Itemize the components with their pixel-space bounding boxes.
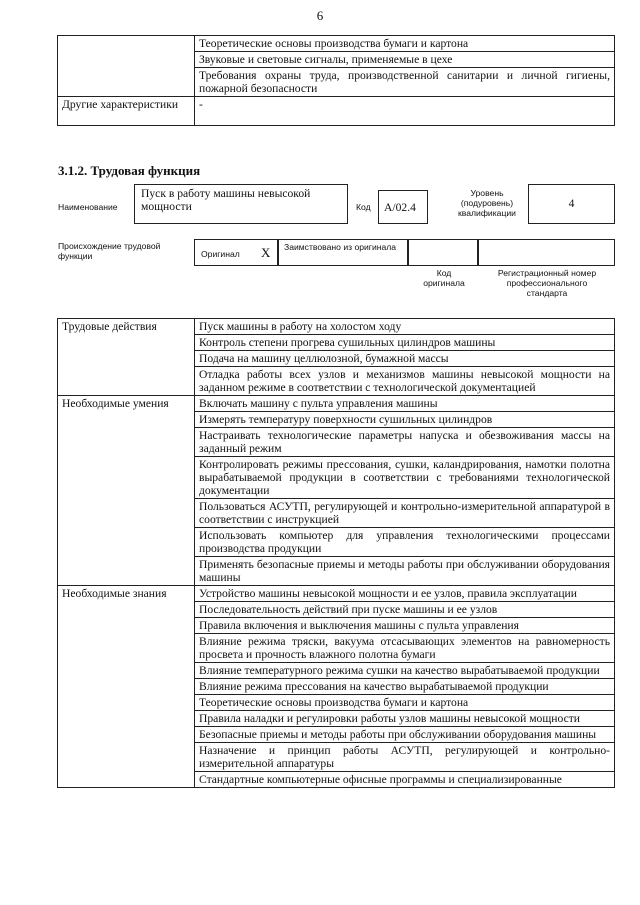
code-value: А/02.4: [384, 201, 416, 214]
page-bottom-margin: [0, 880, 640, 905]
table-row: [58, 586, 615, 602]
borrowed-box: [278, 239, 408, 266]
table-cell: Правила включения и выключения машины с пульта управления: [195, 618, 615, 634]
table-cell: Последовательность действий при пуске машины и ее узлов: [195, 602, 615, 618]
group-label: Необходимые умения: [58, 396, 195, 586]
level-label: Уровень (подуровень) квалификации: [458, 188, 516, 218]
code-value-box: [378, 190, 428, 224]
table-cell: Стандартные компьютерные офисные программы и специализированные: [195, 772, 615, 788]
reg-number-caption: Регистрационный номер профессионального стандарта: [497, 268, 597, 298]
original-mark: X: [261, 245, 271, 260]
table-cell: Требования охраны труда, производственной санитарии и личной гигиены, пожарной безопасности: [195, 68, 615, 97]
name-label: Наименование: [58, 202, 118, 212]
table-cell: Контроль степени прогрева сушильных цилиндров машины: [195, 335, 615, 351]
section-title: 3.1.2. Трудовая функция: [58, 163, 201, 178]
table-cell: Подача на машину целлюлозной, бумажной массы: [195, 351, 615, 367]
table-cell: Применять безопасные приемы и методы работы при обслуживании оборудования машины: [195, 557, 615, 586]
row-label: [58, 36, 195, 97]
table-cell: Влияние температурного режима сушки на качество вырабатываемой продукции: [195, 663, 615, 679]
table-cell: Теоретические основы производства бумаги и картона: [195, 36, 615, 52]
table-cell: Звуковые и световые сигналы, применяемые в цехе: [195, 52, 615, 68]
origin-label: Происхождение трудовой функции: [58, 241, 161, 261]
name-value: Пуск в работу машины невысокой мощности: [141, 187, 311, 213]
table-row: [58, 396, 615, 412]
table-cell: Настраивать технологические параметры напуска и обезвоживания массы на заданный режим: [195, 428, 615, 457]
group-label: Необходимые знания: [58, 586, 195, 788]
top-continuation-table: [57, 35, 615, 126]
code-original-caption: Код оригинала: [423, 268, 465, 288]
code-original-box: [408, 239, 478, 266]
table-cell: Безопасные приемы и методы работы при обслуживании оборудования машины: [195, 727, 615, 743]
table-row: [58, 319, 615, 335]
table-cell: Правила наладки и регулировки работы узлов машины невысокой мощности: [195, 711, 615, 727]
table-cell: Теоретические основы производства бумаги и картона: [195, 695, 615, 711]
table-cell: Влияние режима тряски, вакуума отсасывающих элементов на равномерность просвета и прочность влажного полотна бумаги: [195, 634, 615, 663]
table-cell: Назначение и принцип работы АСУТП, регулирующей и контрольно-измерительной аппаратуры: [195, 743, 615, 772]
reg-number-box: [478, 239, 615, 266]
code-label: Код: [356, 202, 371, 212]
table-cell: Отладка работы всех узлов и механизмов машины невысокой мощности на заданном режиме в соответствии с технологической документацией: [195, 367, 615, 396]
group-label: Трудовые действия: [58, 319, 195, 396]
name-value-box: [134, 184, 348, 224]
table-cell: Влияние режима прессования на качество вырабатываемой продукции: [195, 679, 615, 695]
level-value: 4: [568, 197, 575, 210]
table-row: [58, 97, 615, 126]
page-number: 6: [316, 8, 324, 23]
table-cell: Контролировать режимы прессования, сушки, каландрирования, намотки полотна вырабатываемой продукции в соответствии с требованиями технологической документации: [195, 457, 615, 499]
borrowed-label: Заимствовано из оригинала: [284, 242, 397, 252]
table-cell: Пуск машины в работу на холостом ходу: [195, 319, 615, 335]
table-cell: Измерять температуру поверхности сушильных цилиндров: [195, 412, 615, 428]
labor-function-table: [57, 318, 615, 788]
table-cell: Включать машину с пульта управления машины: [195, 396, 615, 412]
level-value-box: [528, 184, 615, 224]
row-label: Другие характеристики: [58, 97, 195, 126]
original-label: Оригинал: [201, 249, 240, 259]
table-cell: Использовать компьютер для управления технологическими процессами производства продукции: [195, 528, 615, 557]
table-row: [58, 36, 615, 52]
table-cell: -: [195, 97, 615, 126]
original-box: [194, 239, 278, 266]
table-cell: Устройство машины невысокой мощности и ее узлов, правила эксплуатации: [195, 586, 615, 602]
table-cell: Пользоваться АСУТП, регулирующей и контрольно-измерительной аппаратурой в соответствии с инструкцией: [195, 499, 615, 528]
